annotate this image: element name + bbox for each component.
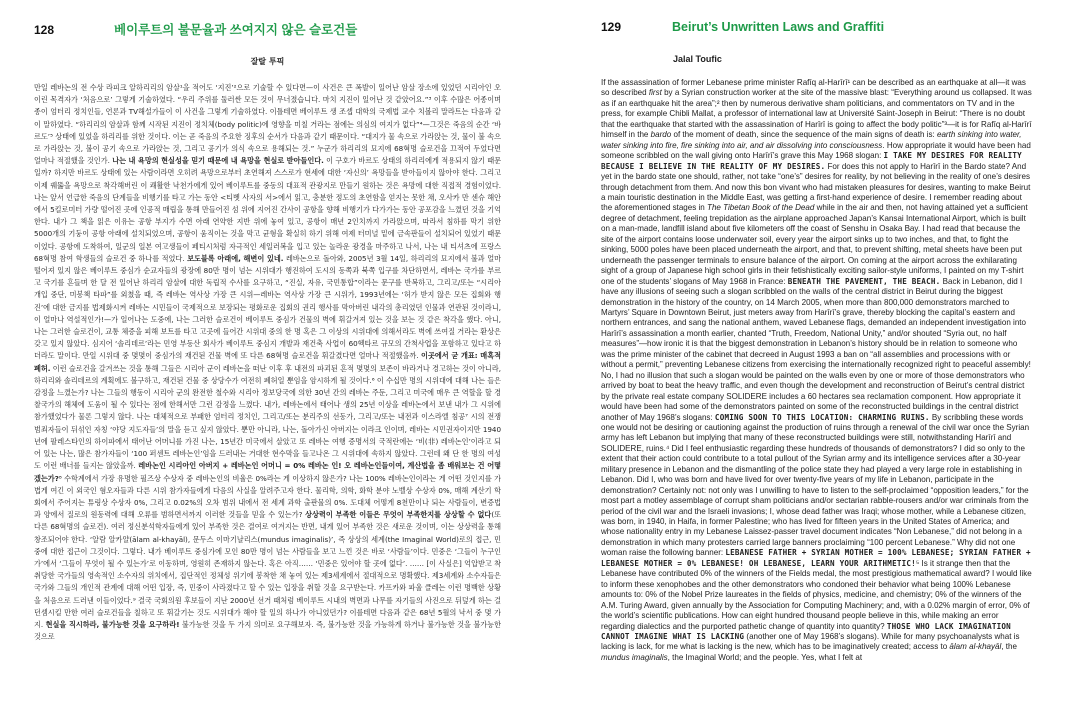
footnote-marker: ³ [944,119,948,129]
text-segment: Did I feel enthusiastic regarding these hundreds of thousands of demonstrators? I did so only to the extent that their action could contribute to a total pullout of the Syrian army and its intelligence services after a 30-year military presence in Lebanon and the dismantling of the police state they had played a very large role in establishing in Lebanon. Did I, who was born and have lived for over twenty-five years of my life in Lebanon, participate in the demonstration? Certainly not: not only was I unwilling to have to listen to the self-proclaimed “opposition leaders,” for the most part a motley assemblage of corrupt sham politicians and/or sectarian rabble-rousers and/or war criminals from the period of the civil war and the Israeli invasions; I, whose dead father was Iraqi; whose mother, while a Lebanese citizen, was born, in 1940, in Haifa, in former Palestine; who has lived for fifteen years in the United States of America; and whose nationality entry in my Lebanese Laissez-passer travel document indicates “Non Lebanese,” did not belong in a demonstration in which many protesters carried large banners proclaiming “100 percent Lebanese.” Why did not one woman raise the following banner: [601,443,1029,558]
text-segment: 이 구호가 바르도 상태의 하리리에게 적용되지 않기 때문일까? 하지만 바르도 상태에 있는 사람이라면 오히려 욕망으로부터 초연해져 스스로가 현세에 대한 ‘자신의’ 욕망들을 받아들이지 않아야 한다. 그리고 이제 꿰뚫을 욕망으로 착각해버린 이 쾌활한 낙천가에게 있어 베이루트를 중동의 대표적 관광지로 만들기 원하는 것은 욕망에 대한 직접적 경험이었다. 나는 앞서 언급한 죽음의 단계들을 비행기를 타고 가는 동안 <티벳 사자의 서>에서 읽고, 충분한 정도의 초연함을 얻지는 못한 채, 오사카 만 센슈 해안에서 5킬로미터 가량 떨어진 곳에 인공적 매립을 통해 만들어진 섬 위에 지어진 간사이 공항을 향해 비행기가 다가가는 동안 공포감을 느꼈던 것을 기억한다. 내가 그 책을 읽은 이유는 공항 부지가 수면 아래 연약한 지반 위에 놓여 있고, 공항이 매년 2인치까지 가라앉으며, 따라서 침하를 막기 위한 5000개의 기둥이 공항 아래에 설치되었으며, 공항이 움직이는 것을 막고 균형을 확실히 하기 위해 여제 터미널 밑에 금속판들이 설치되어 있었기 때문이었다. 공항에 도착하여, 일군의 일본 여고생들이 페티시처럼 자극적인 세일러복을 입고 있는 놀라운 광경을 마주하고 나서, 나는 내 티셔츠에 프랑스 68혁명 참여 학생들의 슬로건 중 하나를 적었다. [34,156,501,263]
text-segment: By scribbling these words one would not be desiring or cautioning against the production of ruins through a renewal of the civil war once the Syrian army has left Lebanon but implying that many of these reconstructed buildings were still, notwithstanding Harīrī and SOLIDERE, ruins. [601,412,1030,453]
right-page-header [601,20,1032,42]
footnote-marker: ⁵ [50,131,53,141]
text-segment: If the assassination of former Lebanese prime minister Rafīq al-Harīrī [601,78,848,87]
right-page-number: 129 [601,20,622,34]
text-segment: 현실을 직시하라, 불가능한 것을 요구하라! [45,619,180,629]
right-page [533,0,1066,726]
text-segment: COMING SOON TO THIS LOCATION: CHARMING RUINS. [714,412,930,422]
left-page-header [34,20,501,42]
text-segment: 이런 슬로건을 갈겨쓰는 것을 통해 그들은 시리아 군이 레바논을 떠난 이후 후 내전의 파괴된 흔적 몇몇의 보존이 바라거나 경고하는 것이 아니라, 하리리와 솔리데르의 계획에도 불구하고, 재건된 건물 중 상당수가 여전히 폐허일 뿐임을 암시하게 될 것이다. [34,363,501,385]
left-body-text [34,82,501,643]
text-segment: , the Imaginal World; and the people. Yes, what I felt at [667,652,863,662]
text-segment: Is it strange then that the Lebanese have contributed 0% of the winners of the Fields medal, the most prestigious mathematical award? I would like to inform these xenophobes and the other demonstrators who condoned their behavior what being 100% Lebanese amounts to: 0% of the Nobel Prize laureates in the fields of physics, medicine, and chemistry; 0% of the winners of the A.M. Turing Award, given annually by the Association for Computing Machinery; and, with a 0.02% margin of error, 0% of the world’s scientific publications. How can eight hundred thousand people believe in this, while making an error regarding dialectics and the purported pathetic change of quantity into quantity? [601,558,1032,631]
footnote-marker: ⁴ [419,119,423,129]
text-segment: 상상력이 부족한 이들은 무엇이 부족한지를 상상할 수 없다 [305,510,492,520]
text-segment: mundus imaginalis [601,652,668,662]
footnote-marker: ⁶ [371,375,375,385]
left-running-title: 베이루트의 불문율과 쓰여지지 않은 슬로건들 [114,23,358,37]
text-segment: 레바논으로 돌아와, 2005년 3월 14일, 하리리의 묘지에서 불과 얼마 떨어져 있지 않은 베이루트 중심가 순교자들의 광장에 80만 명이 넘는 시위대가 행진하여 도시의 동쪽과 북쪽 입구를 차단하면서, 레바논 국가를 부르고 국기를 흔들며 한 달 전 일어난 하리리 암살에 대한 독립적 수사를 요구하고, “진실, 자유, 국민통합”이라는 문구를 반복하고, 그리고/또는 “시리아 개입 중단, 미봉책 타파”를 외쳤을 때, 즉 레바논 역사상 가장 큰 시위—레바논 역사상 가장 큰 시위가, 1993년에는 ‘허가 받지 않은 모든 집회와 행진’에 대한 금지를 법제화시켜 레바논 시민들이 국제적으로 보장되는 평화로운 집회의 권리 행사를 막아버린 내각의 총리였던 인물과 연관된 것이라니, 이 얼마나 역설적인가!—가 일어나는 도중에, 나는 그러한 슬로건이 베이루트 중심가 건물의 벽에 휘갈겨져 있는 것을 보는 것 같은 착각을 했다. 아니, 나는 그러한 슬로건이, 교통 체증을 피해 보트를 타고 고곳에 들어간 시위대 중의 한 명 혹은 그 이상의 시위대에 의해서라도 벽에 쓰여질 거라는 환상은 갖고 있지 않았다. 심지어 ‘솔리데르’라는 민영 부동산 회사가 베이루트 중심지 개발과 재건축 사업이 60헥타르 규모의 간척사업을 포함하고 있다고 하더라도 말이다. 만일 시위대 중 몇몇이 중심가의 재건된 건물 벽에 또 다른 68혁명 슬로건을 휘갈겼다면 얼마나 적절했을까. [34,253,502,361]
text-segment: LEBANESE FATHER + SYRIAN MOTHER = 100% LEBANESE; SYRIAN FATHER + LEBANESE MOTHER = 0% LEBANESE! OH LEBANESE, LEARN YOUR ARITHMETIC! [601,548,1031,568]
text-segment: bardo [650,130,672,140]
text-segment: 이후 수많은 어종이며종이 엄터리 정치인들, 언론과 TV해설가들이 이 사건을 그렇게 기술하였다. 이틀테면 베이루트 생 조셉 대학의 국제법 교수 치볼리 말라트는 다음과 같이 말하였다. “하리리의 암살과 함께 시작된 지진이 정치체(body politic)에 영향을 미칠 거라는 점에는 의심의 여지가 없다” [34,95,502,129]
text-segment: 레바논인 시리아인 아버지 + 레바논인 어머니 = 0% 레바논 인! 오 레바논인들이여, 계산법을 좀 배워보는 건 어떻겠는가? [34,461,501,483]
text-segment: can be described as an earthquake at all—it was so described [601,78,1026,98]
footnote-marker: ⁹ [132,595,136,605]
left-author: 잘랄 투픽 [250,57,285,66]
text-segment: 을 적어도 ‘지진’ [182,83,234,92]
text-segment: 이곳에서 굳 개표: 매혹적 폐허. [34,351,501,373]
text-segment: of the moment of death, since the sequence of the main signs of death is: [671,130,937,140]
text-segment: THOSE WHO LACK IMAGINATION CANNOT IMAGINE WHAT IS LACKING [601,621,1011,642]
text-segment: while in the air and then, not having attained yet a sufficient degree of detachment, feeling trepidation as the airplane approached Japan’s Kansai International Airport, which is built on a man-made, landfill island about five kilometers off the coast of Senshu in Osaka Bay. I had read that because the site of the airport contains loose underwater soil, every year the airport sinks up to two inches, and that, to fight the sinking, 5000 poles have been placed underneath the airport, and that, to prevent shifting, metal sheets have been put underneath the passenger terminals to ensure balance of the airport. On coming at the airport across the exhilarating sight of a group of Japanese high school girls in their fetishistically exciting sailor-style uniforms, I painted on my T-shirt one of the students’ slogans of May 1968 in France: [601,203,1028,286]
right-running-title: Beirut’s Unwritten Laws and Graffiti [672,20,885,34]
footnote-marker: ⁷ [465,412,469,422]
text-segment: I TAKE MY DESIRES FOR REALITY BECAUSE I BELIEVE IN THE REALITY OF MY DESIRES. [601,151,1022,171]
text-segment: . How appropriate it would have been had someone scribbled on the wall giving onto Harīrī’s grave this May 1968 slogan: [601,140,1031,161]
right-author: Jalal Toufic [673,54,722,64]
text-segment: 상태에 있었을 하리리를 위한 것이다. 이는 곧 죽음의 주요한 징후의 순서가 다음과 같기 때문이다. “대지가 물 속으로 가라앉는 것, 물이 불 속으로 가라앉는 것, 불이 공기 속으로 가라앉는 것, 그리고 공기가 의식 속으로 용해되는 것.” 누군가 하리리의 묘지에 68혁명 슬로건을 끄적여 두었다면 얼마나 적절했을 것인가. [34,131,501,166]
text-segment: The Tibetan Book of the Dead [707,203,815,213]
text-segment: 결국 국회의원 후보들이 지난 2000년 선거 때처럼 베이루트 시내의 벽면과 나무를 자기들의 사진으로 뒤덮게 하는 걸 던셈시킬 만한 여러 슬로건들을 칠하고 또 휘갈기는 것도 시위대가 해야 할 일의 하나가 아니었던가? 이를테면 다음과 같은 68년 5월의 낙서 중 몇 가지. [34,595,501,629]
footnote-marker: ² [716,98,720,108]
text-segment: 만일 레바논의 전 수상 라피크 알하리리의 암살 [34,83,180,92]
text-segment: by a Syrian construction worker at the site of the massive blast: “Everything around us collapsed. It was as if an earthquake hit the area”; [601,88,1032,108]
text-segment: Back in Lebanon, did I have any illusions of seeing such a slogan scribbled on the walls of the central district in Beirut during the biggest demonstration in the history of the country, on 14 March 2005, when more than 800,000 demonstrators marched to Martyrs’ Square in Downtown Beirut, just meters away from Harīrī’s grave, thereby blocking the capital’s eastern and northern entrances, and sang the national anthem, waved Lebanese flags, demanded an independent investigation into Harīrī’s assassination a month earlier, chanted “Truth, Freedom, National Unity,” and/or shouted “Syria out, no half measures”—how ironic it is that the biggest demonstration in Lebanon’s history should be in relation to someone who was the prime minister of the cabinet that decreed in August 1993 a ban on “all assemblies and processions with or without a permit,” preventing Lebanese citizens from exercising the internationally recognized right to peaceful assembly! No, I had no illusion that such a slogan would be painted on the walls even by one or more of those demonstrators who arrived by boat to beat the heavy traffic, and even though the development and reconstruction of Beirut’s central district by the private real estate company SOLIDERE includes a 60 hectares sea reclamation component. How appropriate it would have been had some of the demonstrators painted on some of the reconstructed buildings in the central district another of May 1968’s slogans: [601,276,1031,422]
text-segment: 으로 기술할 수 있다면—이 사건은 큰 폭발이 일어난 암살 장소에 있었던 시리아인 오이린 목격자가 ‘처음으로’ 그렇게 기술하였다. “우리 주위를 둘러싼 모든 것이 무너졌습니다. 마치 지진이 일어난 것 같았어요.” [34,83,501,105]
text-segment: —it is for Rafīq al-Harīrī himself in the [601,119,1032,140]
text-segment: earth sinking into water, water sinking into fire, fire sinking into air, and air dissolving into consciousness [601,130,1022,150]
text-segment: 시의 전쟁 범죄자들이 뒤섞인 자칭 ‘야당 지도자들’의 말을 듣고 싶지 않았다. 뿐만 아니라, 나는, 돌아가신 아버지는 이라크 인이며, 레바논 시민권자이지만 1940년에 팔레스타인의 하이파에서 태어난 어머니를 가진 나는, 15년간 미국에서 살았고 또 레바논 여행 증명서의 국적란에는 ‘비(非) 레바논인’이라고 되어 있는 나는, 많은 참가자들이 ‘100 퍼센트 레바논인’임을 드러내는 거대한 현수막을 들고나온 그 시위대에 속하지 않았다. 그런데 왜 단 한 명의 여성도 이런 배너를 들지는 않았을까. [34,412,501,471]
footnote-marker: ¹ [847,78,851,87]
text-segment: , the [1001,642,1017,652]
text-segment: 이 수십만 명의 시위대에 대해 나는 들은 감정을 느꼈는가? 나는 그들의 행동이 시리아 군의 완전한 철수와 시리아 정보당국에 의한 30년 간의 레바논 주둔, 그리고 미국에 매우 큰 역할을 할 경찰국가의 해체에 도움이 될 수 있다는 점에 한해서만 그런 감정을 느꼈다. 내가, 레바논에서 태어나 생의 25년 이상을 레바논에서 보낸 내가 그 시위에 참가했었다가 물론 그렇지 않다. 나는 대체적으로 부패한 엄터리 정치인, 그리고/또는 분리주의 선동가, 그리고/또는 내전과 이스라엘 침공 [34,375,501,422]
text-segment: 수학계에서 가장 유명한 필즈상 수상자 중 레바논인의 비율은 0%라는 게 이상하지 않은가? 나는 100% 레바논인이라는 게 어떤 것인지를 가볍게 여긴 이 외국인 혐오자들과 다른 시위 참가자들에게 다음의 사실을 알려주고자 한다. 물리학, 의학, 화학 분야 노벨상 수상자 0%, 매해 계산기 학회에서 주어지는 튜링상 수상자 0%, 그리고 0.02%의 오차 범위 내에서 전 세계 과학 출판물의 0%. 도대체 어떻게 8천만이나 되는 사람들이, 변증법과 양에서 질로의 원동력에 대해 오류를 범하면서까지 이러한 것들을 믿을 수 있는가? [34,473,501,520]
text-segment: then by numerous derivative sham politicians, and commentators on TV and in the press, for example Chibli Mallat, a professor of international law at Université Saint-Joseph in Beirut: “There is no doubt that the earthquake that started with the assassination of Harīrī is going to affect the body politic” [601,98,1026,129]
right-body-text [601,78,1032,663]
footnote-marker: ⁵ [915,558,920,568]
text-segment: 불가능한 것을 두 가지 의미로 요구해보자. 즉, 불가능한 것을 가능하게 하거나 불가능한 것을 불가능한 것으로 [34,619,501,642]
left-page-number: 128 [34,23,55,37]
footnote-marker: ¹ [179,83,183,92]
text-segment: —그것은 죽음의 순간 ‘바르도’ [34,119,501,141]
footnote-marker: ³ [428,95,432,105]
text-segment: (another one of May 1968’s slogans). While for many psychoanalysts what is lacking is lack, for me what is lacking is the new, which has to be imaginatively created; access to [601,632,1020,652]
footnote-marker: ⁸ [58,473,62,483]
footnote-marker: ² [233,83,237,92]
footnote-marker: ⁴ [665,443,670,453]
text-segment: BENEATH THE PAVEMENT, THE BEACH. [787,276,941,286]
text-segment: 나는 내 욕망의 현실성을 믿기 때문에 내 욕망을 현실로 받아들인다. [112,156,324,166]
text-segment: ālam al-khayāl [949,642,1002,652]
text-segment: first [648,88,662,98]
text-segment: 보도블록 아래에, 해변이 있네. [187,253,284,263]
text-segment: (또 다른 68혁명의 슬로건). 여러 정신분석학자들에게 있어 부족한 것은 결여로 여겨지는 반면, 내게 있어 부족한 것은 새로운 것이며, 이는 상상력을 통해 창조되어야 한다. ‘알람 알카얄(ālam al-khayāl), 문두스 이마기날리스(mundus imaginalis)’, 즉 상상의 세계(the Imaginal World)로의 접근, 민중에 대한 접근이 그것이다. 그렇다. 내가 베이루트 중심가에 모인 80만 명이 넘는 사람들을 보고 느낀 것은 바로 ‘사람들’이다. 민중은 ‘그들이 누구인가’에서 ‘그들이 무엇이 될 수 있는가’로 이동하며, 영원히 존재하지 않는다. 혹은 아직…… ‘민중은 있어야 할 곳에 없다’. …… [이 사실은] 억압받고 착취당한 국가들의 영속적인 소수자의 위치에서, 집단적인 정체성 위기에 봉착한 채 놓여 있는 제3세계에서 절대적으로 명확했다. 제3세계와 소수자들은 국가와 그들의 개인적 관계에 대해 어떤 입장, 즉, 민중이 사라졌다고 할 수 있는 입장을 취할 것을 요구받는다. 카프카와 파울 클레는 이런 명백한 상황을 처음으로 드러낸 이들이었다. [34,510,502,605]
text-segment: For does this not apply to Harīrī in the Bardo state? And yet in the bardo state one should, rather, not take “one’s” desires for reality, by not believing in the reality of one’s desires through detachment from them. And now this bon vivant who had mistaken pleasures for desires, wanting to make Beirut a main touristic destination in the Middle East, was getting a first-hand experience of desire. I remember reading about the aforementioned stages in [601,161,1031,213]
